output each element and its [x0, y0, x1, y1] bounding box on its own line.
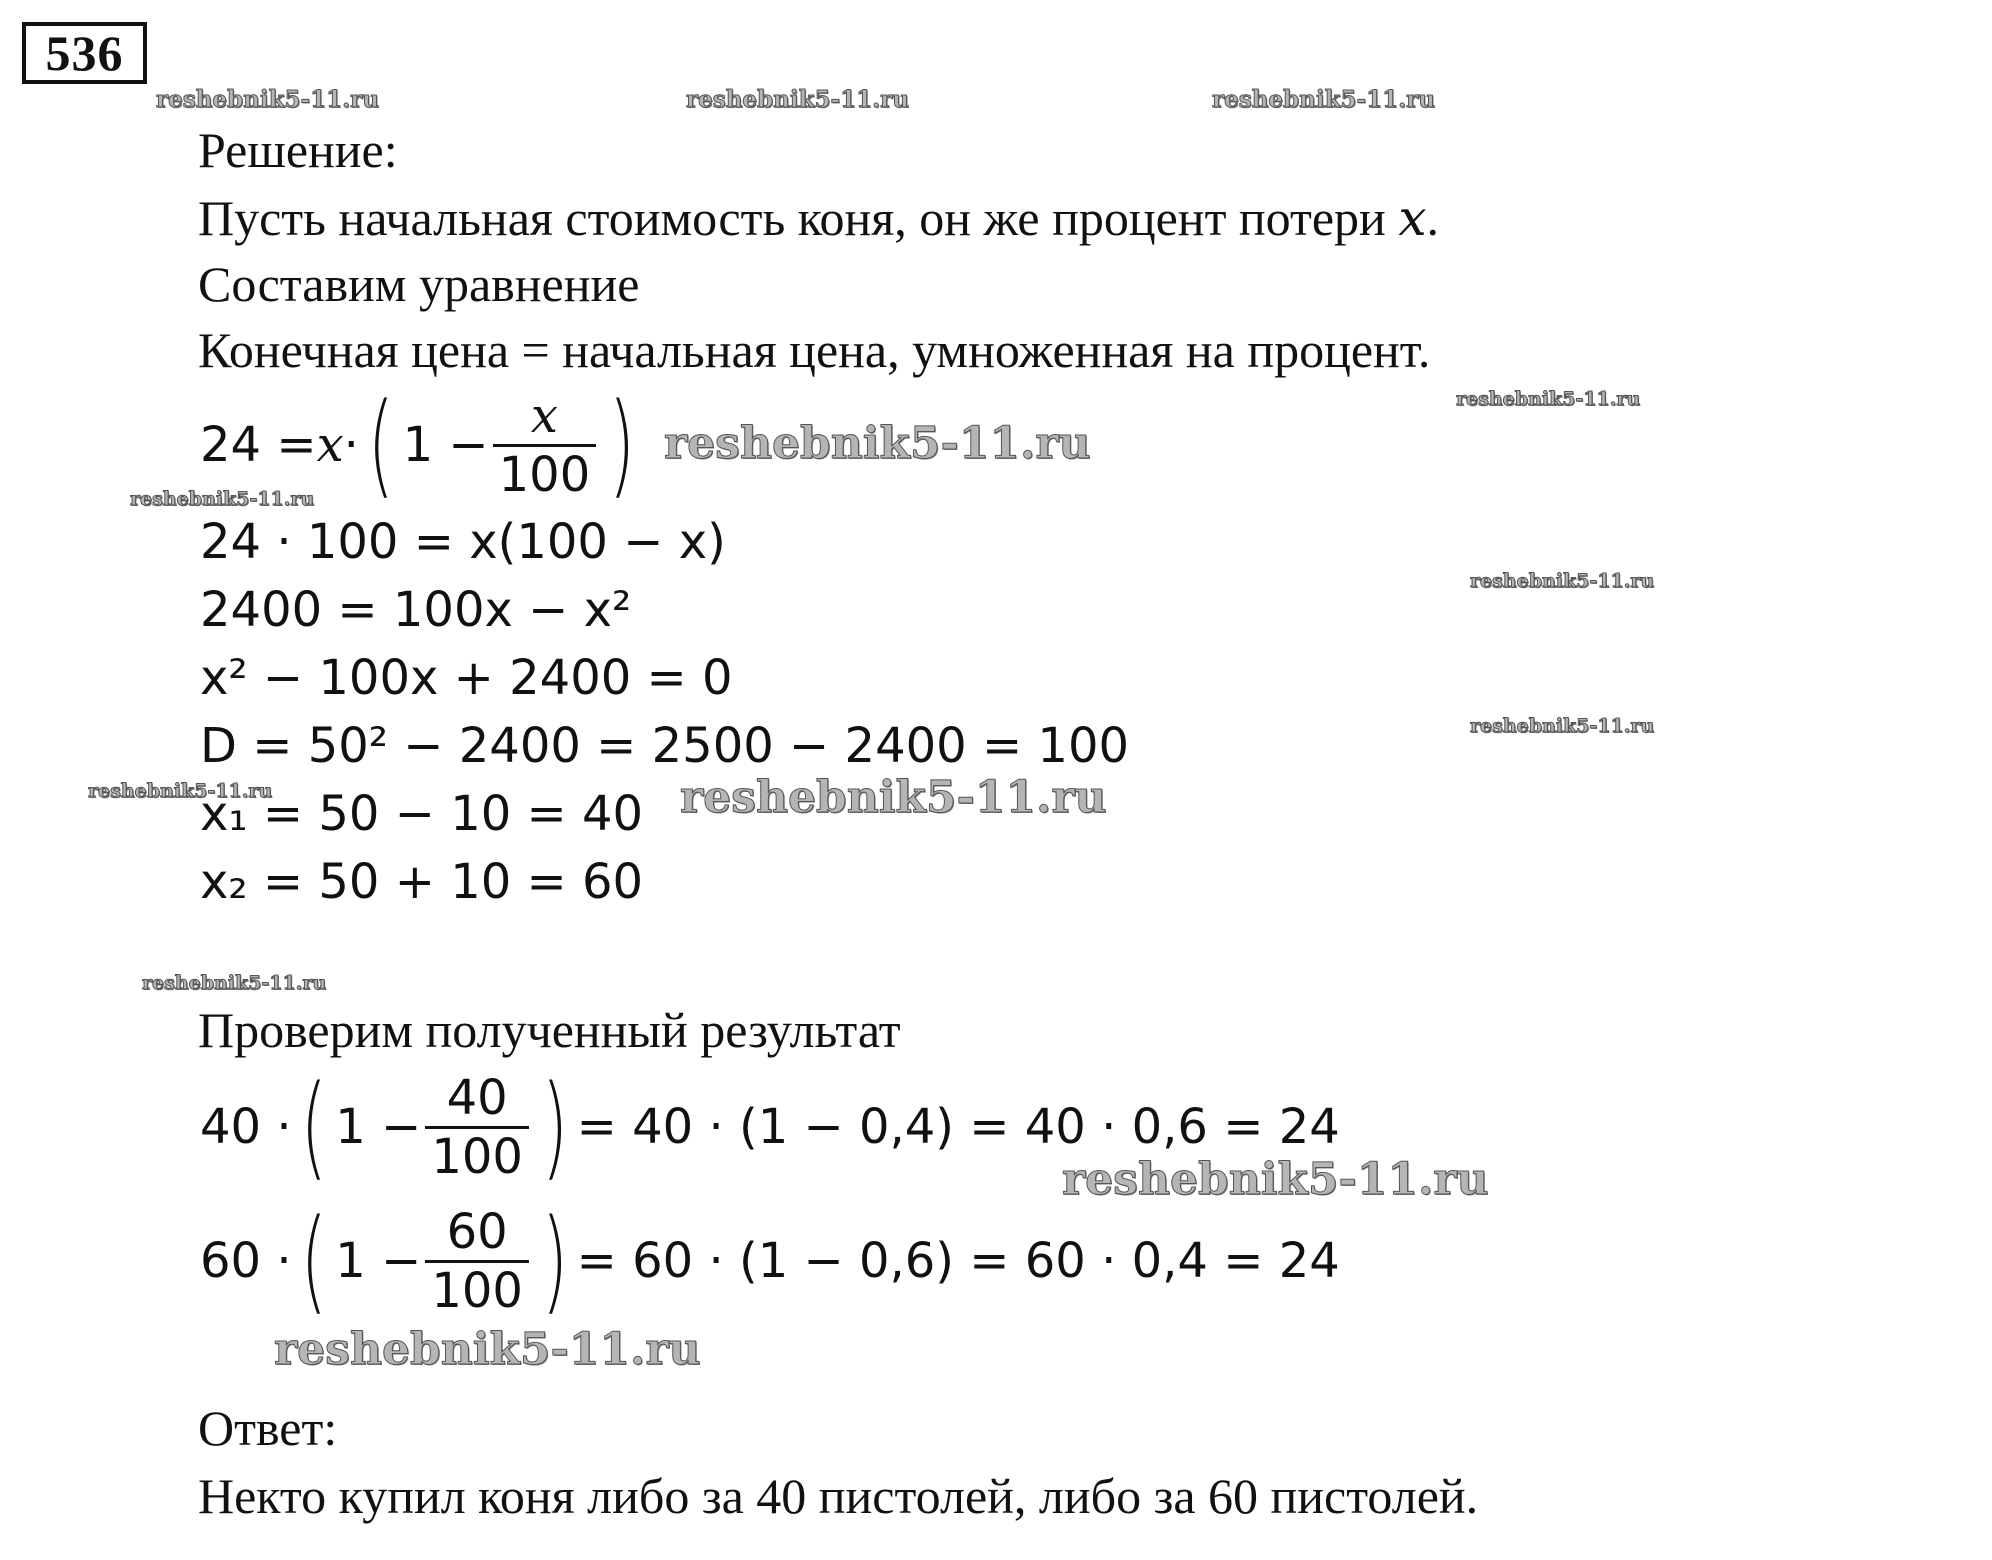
fraction-denominator: 100 — [431, 1262, 523, 1319]
fraction — [493, 388, 597, 503]
check-lead: 40 · — [200, 1099, 292, 1155]
answer-heading: Ответ: — [198, 1400, 338, 1456]
step-line: 24 · 100 = x(100 − x) — [200, 514, 726, 570]
fraction-denominator: 100 — [431, 1128, 523, 1185]
intro-variable: x — [1398, 189, 1427, 247]
watermark: reshebnik5-11.ru — [1470, 715, 1655, 737]
equation-one-minus: 1 − — [402, 417, 489, 473]
check-rest: = 60 · (1 − 0,6) = 60 · 0,4 = 24 — [576, 1233, 1340, 1289]
fraction — [425, 1204, 529, 1319]
left-paren: ( — [300, 1196, 327, 1326]
step-line: D = 50² − 2400 = 2500 − 2400 = 100 — [200, 718, 1130, 774]
rule-line: Конечная цена = начальная цена, умноженная на процент. — [198, 322, 1431, 378]
fraction-numerator: x — [493, 388, 597, 447]
fraction — [425, 1070, 529, 1185]
watermark: reshebnik5-11.ru — [1470, 570, 1655, 592]
check-equation — [200, 1196, 1340, 1326]
step-line: x₁ = 50 − 10 = 40 — [200, 786, 644, 842]
equation-variable: x — [316, 417, 344, 473]
watermark: reshebnik5-11.ru — [686, 86, 909, 113]
left-paren: ( — [367, 380, 394, 510]
watermark: reshebnik5-11.ru — [1212, 86, 1435, 113]
watermark: reshebnik5-11.ru — [1062, 1154, 1489, 1205]
check-one-minus: 1 − — [335, 1099, 422, 1155]
right-paren: ) — [608, 380, 636, 510]
intro-line — [198, 188, 1439, 248]
check-rest: = 40 · (1 − 0,4) = 40 · 0,6 = 24 — [576, 1099, 1340, 1155]
equation-main — [200, 380, 644, 510]
equation-dot: · — [343, 417, 359, 473]
watermark: reshebnik5-11.ru — [88, 780, 273, 802]
watermark: reshebnik5-11.ru — [156, 86, 379, 113]
intro-end: . — [1426, 190, 1440, 246]
fraction-denominator: 100 — [498, 446, 591, 503]
compose-line: Составим уравнение — [198, 256, 640, 312]
fraction-numerator: 60 — [425, 1204, 529, 1263]
answer-text: Некто купил коня либо за 40 пистолей, либо за 60 пистолей. — [198, 1468, 1479, 1524]
watermark: reshebnik5-11.ru — [274, 1324, 701, 1375]
check-equation — [200, 1062, 1340, 1192]
equation-left: 24 = — [200, 417, 317, 473]
watermark: reshebnik5-11.ru — [1456, 388, 1641, 410]
left-paren: ( — [300, 1062, 327, 1192]
watermark: reshebnik5-11.ru — [680, 772, 1107, 823]
step-line: 2400 = 100x − x² — [200, 582, 632, 638]
solution-heading: Решение: — [198, 122, 398, 178]
step-line: x² − 100x + 2400 = 0 — [200, 650, 733, 706]
check-heading: Проверим полученный результат — [198, 1002, 901, 1058]
intro-text: Пусть начальная стоимость коня, он же процент потери — [198, 190, 1386, 246]
fraction-numerator: 40 — [425, 1070, 529, 1129]
watermark: reshebnik5-11.ru — [664, 418, 1091, 469]
check-one-minus: 1 − — [335, 1233, 422, 1289]
problem-number: 536 — [22, 22, 147, 84]
check-lead: 60 · — [200, 1233, 292, 1289]
watermark: reshebnik5-11.ru — [142, 972, 327, 994]
right-paren: ) — [541, 1062, 568, 1192]
right-paren: ) — [541, 1196, 568, 1326]
watermark: reshebnik5-11.ru — [130, 488, 315, 510]
step-line: x₂ = 50 + 10 = 60 — [200, 854, 644, 910]
